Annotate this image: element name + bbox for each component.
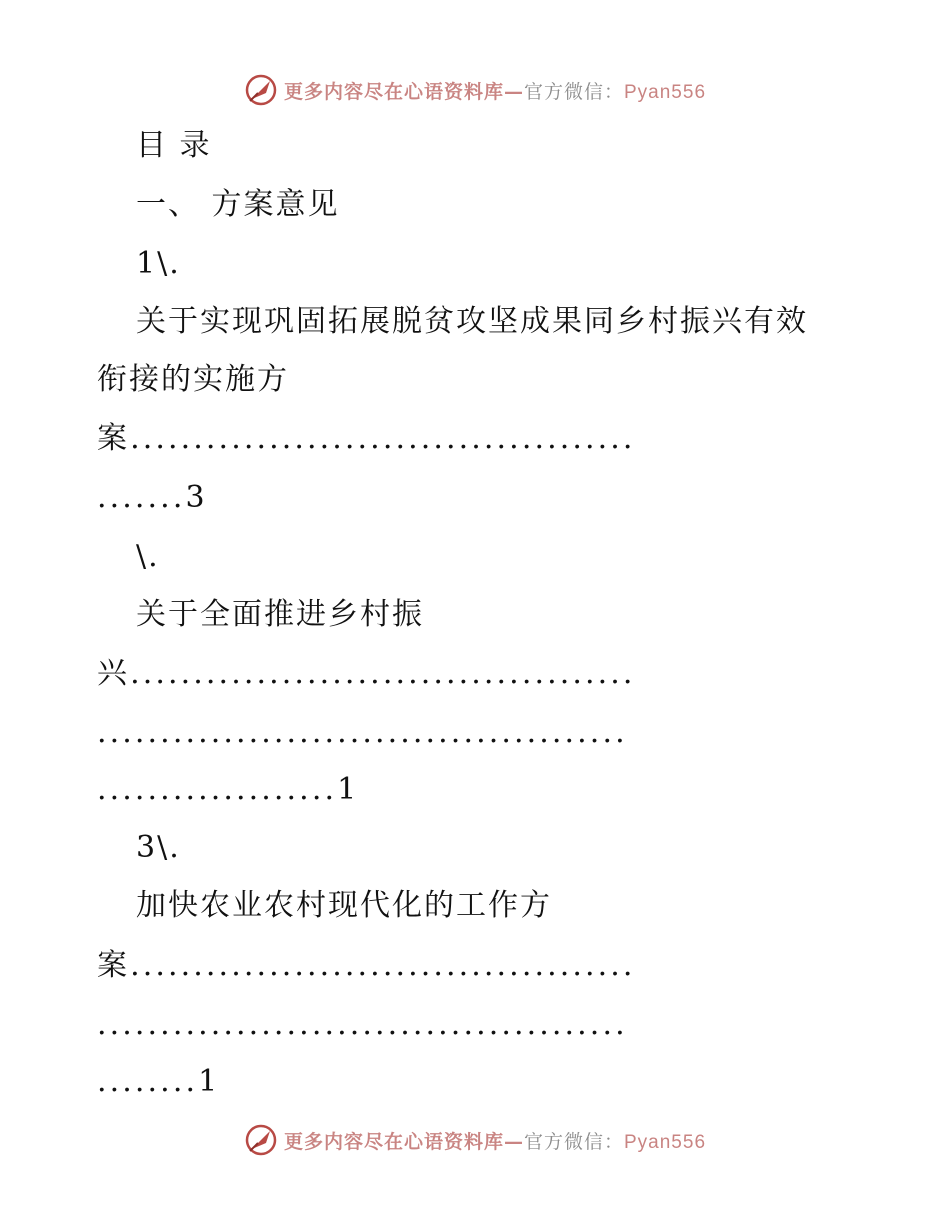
- toc-entry-leader-page: ........1: [97, 1064, 221, 1099]
- toc-entry-number: \.: [136, 539, 160, 574]
- footer-watermark: [0, 1120, 950, 1160]
- quill-logo-icon: [244, 73, 278, 107]
- toc-entry-number: 1\.: [136, 246, 181, 281]
- watermark-site: 更多内容尽在心语资料库—: [283, 1130, 524, 1153]
- toc-entry-title: 加快农业农村现代化的工作方: [136, 888, 552, 923]
- watermark-site: 更多内容尽在心语资料库—: [283, 80, 524, 103]
- toc-entry-title: 关于全面推进乡村振: [136, 597, 424, 632]
- watermark-text: [284, 1127, 706, 1154]
- toc-entry-leader: 案........................................: [97, 948, 636, 983]
- header-watermark: [0, 70, 950, 110]
- toc-entry-leader: 兴........................................: [97, 656, 636, 691]
- quill-logo-icon: [244, 1123, 278, 1157]
- toc-section-heading: 一、 方案意见: [136, 187, 340, 222]
- watermark-wechat-id: Pyan556: [624, 81, 707, 103]
- toc-entry-number: 3\.: [136, 830, 181, 865]
- toc-entry-title: 关于实现巩固拓展脱贫攻坚成果同乡村振兴有效: [136, 304, 808, 339]
- toc-title: 目 录: [136, 128, 212, 163]
- watermark-wechat-label: 官方微信：: [523, 80, 624, 103]
- toc-entry-leader: ..........................................: [97, 1007, 628, 1042]
- toc-entry-leader-page: .......3: [97, 480, 208, 515]
- toc-entry-leader: 案........................................: [97, 421, 636, 456]
- watermark-wechat-id: Pyan556: [624, 1131, 707, 1153]
- watermark-text: [284, 77, 706, 104]
- watermark-wechat-label: 官方微信：: [523, 1130, 624, 1153]
- toc-entry-leader-page: ...................1: [97, 772, 360, 807]
- toc-entry-leader: ..........................................: [97, 715, 628, 750]
- toc-entry-title-cont: 衔接的实施方: [97, 362, 289, 397]
